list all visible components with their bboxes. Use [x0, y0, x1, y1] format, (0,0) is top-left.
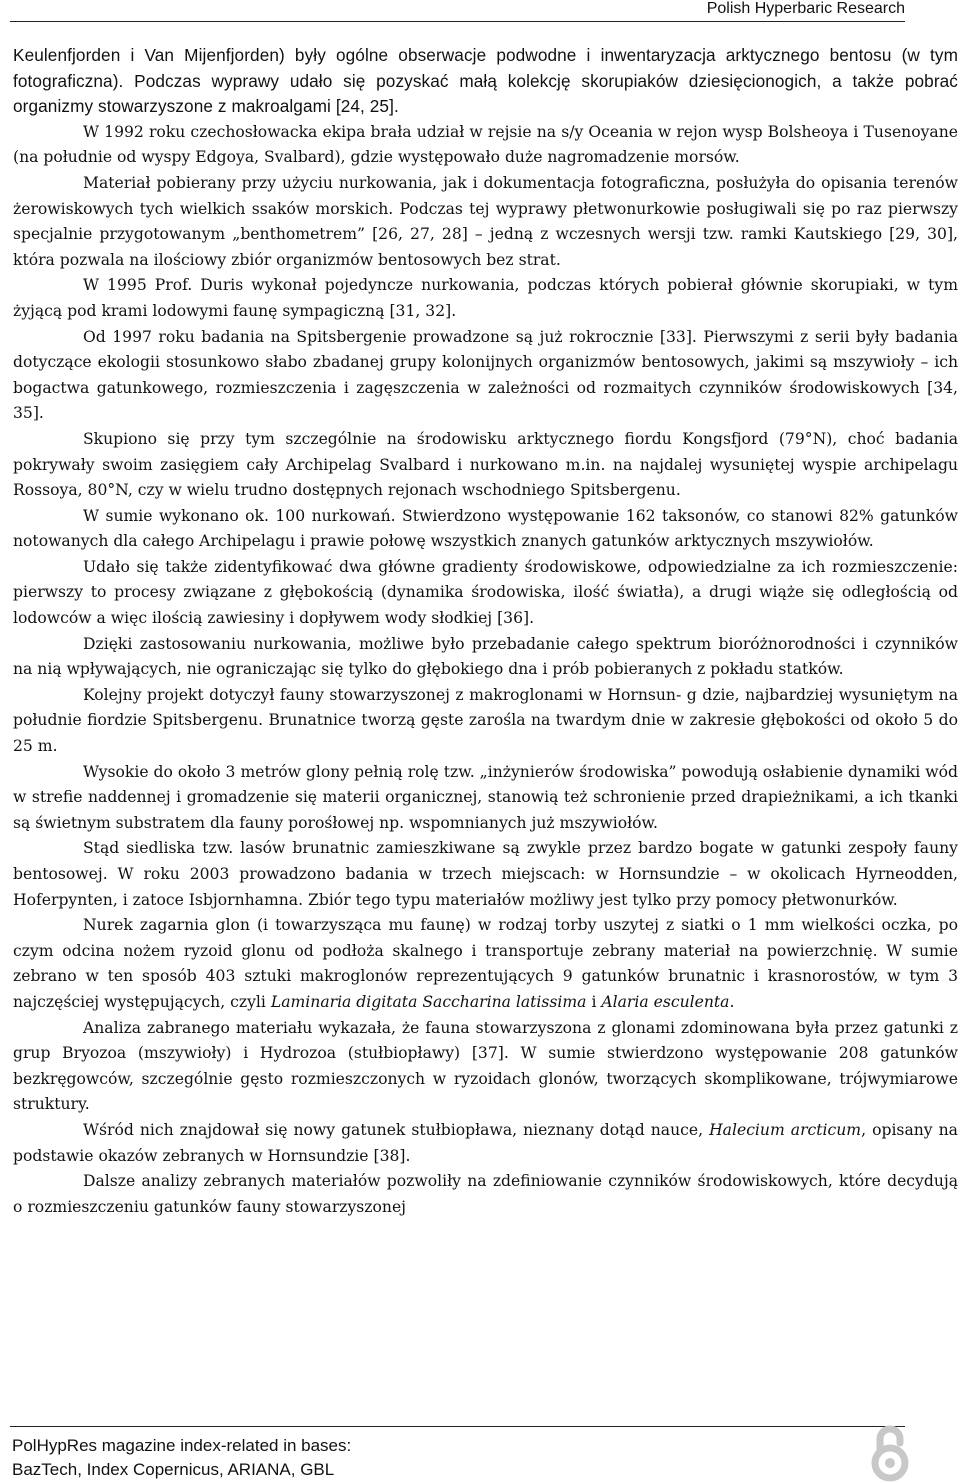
paragraph-text: Nurek zagarnia glon (i towarzysząca mu faunę) w rodzaj torby uszytej z siatki o 1 mm wielkości oczka, po czym odcina nożem ryzoid glonu od podłoża skalnego i transportuje zebrany materiał na powierzchnię. W sumie zebrano w ten sposób 403 sztuki makroglonów reprezentujących 9 gatunków brunatnic i krasnorostów, w tym 3 najczęściej występujących, czyli: [13, 916, 958, 1011]
species-name: Halecium: [709, 1120, 785, 1139]
paragraph-species-list: [13, 913, 958, 1015]
article-body: [13, 43, 958, 1220]
paragraph: W 1992 roku czechosłowacka ekipa brała udział w rejsie na s/y Oceania w rejon wysp Bolsheoya i Tusenoyane (na południe od wyspy Edgoya, Svalbard), gdzie występowało duże nagromadzenie morsów.: [13, 122, 958, 167]
page-header: [10, 0, 905, 22]
page-footer: [10, 1426, 905, 1482]
species-name: arcticum: [790, 1120, 862, 1139]
footer-index-line: PolHypRes magazine index-related in bases:: [12, 1436, 352, 1455]
species-name: Saccharina latissima: [422, 992, 587, 1011]
paragraph: Materiał pobierany przy użyciu nurkowania, jak i dokumentacja fotograficzna, posłużyła do opisania terenów żerowiskowych tych wielkich ssaków morskich. Podczas tej wyprawy płetwonurkowie posługiwali się po raz pierwszy specjalnie przygotowanym „benthometrem” [26, 27, 28] – jedną z wczesnych wersji tzw. ramki Kautskiego [29, 30], która pozwala na ilościowy zbiór organizmów bentosowych bez strat.: [13, 173, 958, 269]
paragraph: W sumie wykonano ok. 100 nurkowań. Stwierdzono występowanie 162 taksonów, co stanowi 82% gatunków notowanych dla całego Archipelagu i prawie połowę wszystkich znanych gatunków arktycznych mszywiołów.: [13, 506, 958, 551]
paragraph: Skupiono się przy tym szczególnie na środowisku arktycznego fiordu Kongsfjord (79°N), choć badania pokrywały swoim zasięgiem cały Archipelag Svalbard i nurkowano m.in. na najdalej wysuniętej wyspie archipelagu Rossoya, 80°N, czy w wielu trudno dostępnych rejonach wschodniego Spitsbergenu.: [13, 429, 958, 500]
paragraph: Analiza zabranego materiału wykazała, że fauna stowarzyszona z glonami zdominowana była przez gatunki z grup Bryozoa (mszywioły) i Hydrozoa (stułbiopławy) [37]. W sumie stwierdzono występowanie 208 gatunków bezkręgowców, szczególnie gęsto rozmieszczonych w ryzoidach glonów, tworzących skomplikowane, trójwymiarowe struktury.: [13, 1018, 958, 1114]
paragraph: Stąd siedliska tzw. lasów brunatnic zamieszkiwane są zwykle przez bardzo bogate w gatunki zespoły fauny bentosowej. W roku 2003 prowadzono badania w trzech miejscach: w Hornsundzie – w okolicach Hyrneodden, Hoferpynten, i zatoce Isbjornhamna. Zbiór tego typu materiałów możliwy jest tylko przy pomocy płetwonurków.: [13, 839, 958, 909]
paragraph-text: Wśród nich znajdował się nowy gatunek stułbiopława, nieznany dotąd nauce,: [83, 1120, 704, 1139]
paragraph: W 1995 Prof. Duris wykonał pojedyncze nurkowania, podczas których pobierał głównie skorupiaki, w tym żyjącą pod krami lodowymi faunę sympagiczną [31, 32].: [13, 276, 958, 320]
paragraph: Udało się także zidentyfikować dwa główne gradienty środowiskowe, odpowiedzialne za ich rozmieszczenie: pierwszy to procesy związane z głębokością (dynamika środowiska, ilość światła), a drugi wiąże się odległością od lodowców a więc ilością zawiesiny i dopływem wody słodkiej [36].: [13, 557, 958, 628]
connector-text: i: [586, 992, 602, 1011]
paragraph: Wysokie do około 3 metrów glony pełnią rolę tzw. „inżynierów środowiska” powodują osłabienie dynamiki wód w strefie naddennej i gromadzenie się materii organicznej, stanowią też schronienie przed drapieżnikami, a ich tkanki są świetnym substratem dla fauny porośłowej np. wspomnianych już mszywiołów.: [13, 762, 958, 832]
paragraph: Od 1997 roku badania na Spitsbergenie prowadzone są już rokrocznie [33]. Pierwszymi z serii były badania dotyczące ekologii stosunkowo słabo zbadanej grupy kolonijnych organizmów bentosowych, jakimi są mszywioły – ich bogactwa gatunkowego, rozmieszczenia i zagęszczenia w zależności od rozmaitych czynników środowiskowych [34, 35].: [13, 327, 958, 423]
paragraph: Keulenfjorden i Van Mijenfjorden) były ogólne obserwacje podwodne i inwentaryzacja arktycznego bentosu (w tym fotograficzna). Podczas wyprawy udało się pozyskać małą kolekcję skorupiaków dziesięcionogich, a także pobrać organizmy stowarzyszone z makroalgami [24, 25].: [13, 45, 958, 117]
open-access-icon: [860, 1422, 920, 1482]
species-name: Alaria esculenta: [601, 992, 730, 1011]
paragraph: Dzięki zastosowaniu nurkowania, możliwe było przebadanie całego spektrum bioróżnorodności i czynników na nią wpływających, nie ograniczając się tylko do głębokiego dna i prób pobieranych z pokładu statków.: [13, 634, 958, 679]
journal-title: Polish Hyperbaric Research: [706, 0, 905, 17]
connector-text: .: [729, 992, 735, 1011]
paragraph-text: , opisany na podstawie okazów zebranych w Hornsundzie [38].: [13, 1120, 958, 1165]
species-name: Laminaria digitata: [270, 992, 418, 1011]
paragraph: Dalsze analizy zebranych materiałów pozwoliły na zdefiniowanie czynników środowiskowych, które decydują o rozmieszczeniu gatunków fauny stowarzyszonej: [13, 1172, 958, 1216]
paragraph-new-species: [13, 1118, 958, 1169]
footer-bases-line: BazTech, Index Copernicus, ARIANA, GBL: [12, 1460, 335, 1479]
paragraph: Kolejny projekt dotyczył fauny stowarzyszonej z makroglonami w Hornsun- g dzie, najbardziej wysuniętym na południe fiordzie Spitsbergenu. Brunatnice tworzą gęste zarośla na twardym dnie w zakresie głębokości od około 5 do 25 m.: [13, 685, 958, 756]
